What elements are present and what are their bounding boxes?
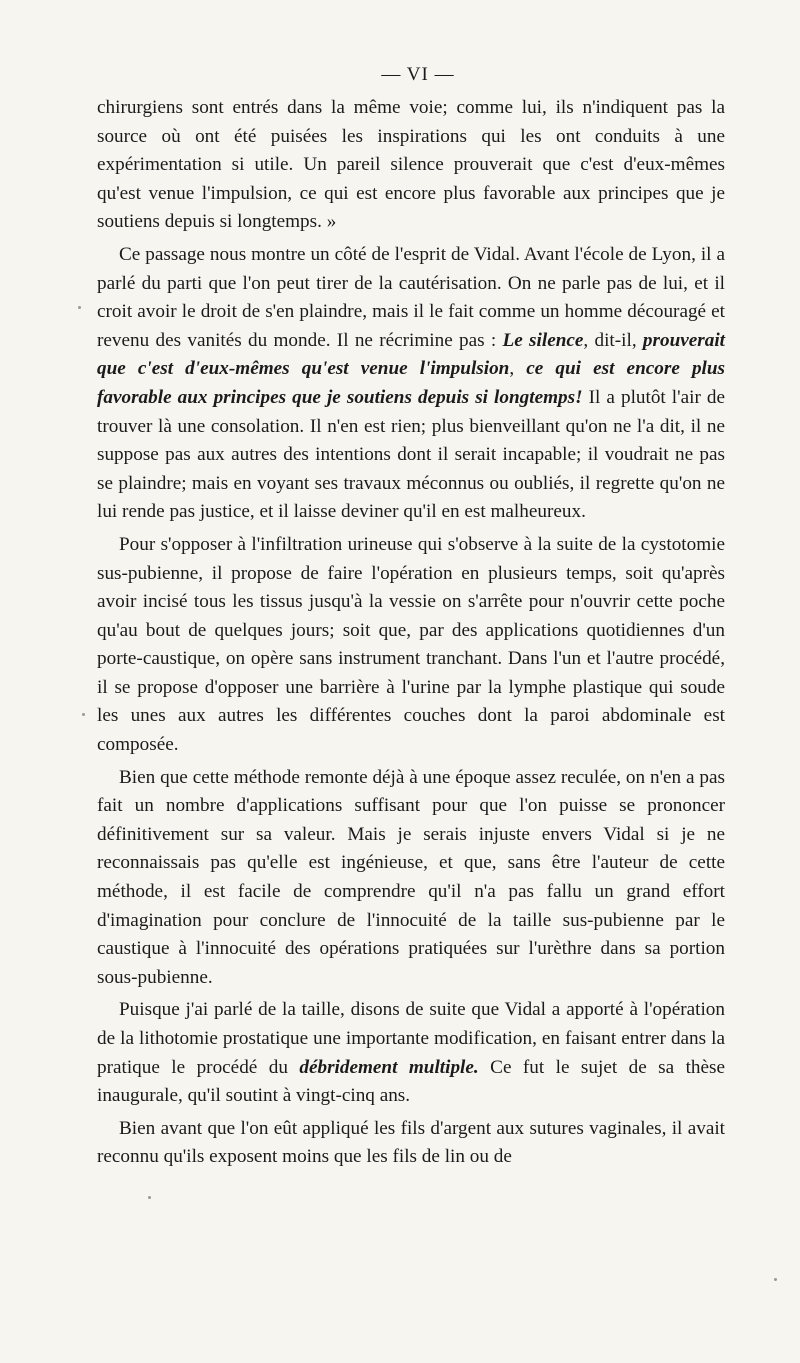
text-segment: , bbox=[509, 358, 527, 380]
paper-speck bbox=[78, 306, 81, 309]
body-text bbox=[97, 94, 725, 1172]
paper-speck bbox=[774, 1278, 777, 1281]
italic-text-segment: Le silence bbox=[502, 329, 584, 351]
text-segment: Puisque j'ai parlé de la taille, disons de suite que Vidal a apporté à l'opération de la lithotomie prostatique une importante modification, en faisant entrer dans la pratique le procédé du bbox=[97, 999, 725, 1078]
text-segment: chirurgiens sont entrés dans la même voie; comme lui, ils n'indiquent pas la source où ont été puisées les inspirations qui les ont conduits à une expérimentation si utile. Un pareil silence prouverait que c'est d'eux-mêmes qu'est venue l'impulsion, ce qui est encore plus favorable aux principes que je soutiens depuis si longtemps. » bbox=[97, 97, 725, 233]
text-segment: Pour s'opposer à l'infiltration urineuse qui s'observe à la suite de la cystotomie sus-pubienne, il propose de faire l'opération en plusieurs temps, soit qu'après avoir incisé tous les tissus jusqu'à la vessie on s'arrête pour n'ouvrir cette poche qu'au bout de quelques jours; soit que, par des applications quotidiennes d'un porte-caustique, on opère sans instrument tranchant. Dans l'un et l'autre procédé, il se propose d'opposer une barrière à l'urine par la lymphe plastique qui soude les unes aux autres les différentes couches dont la paroi abdominale est composée. bbox=[97, 533, 725, 756]
paragraph bbox=[97, 1115, 725, 1172]
text-segment: Ce fut le sujet de sa thèse inaugurale, qu'il soutint à vingt-cinq ans. bbox=[97, 1056, 725, 1107]
text-segment: Il a plutôt l'air de trouver là une consolation. Il n'en est rien; plus bienveillant qu'on ne l'a dit, il ne suppose pas aux autres des intentions dont il serait incapable; il voudrait ne pas se plaindre; mais en voyant ses travaux méconnus ou oubliés, il regrette qu'on ne lui rende pas justice, et il laisse deviner qu'il en est malheureux. bbox=[97, 386, 726, 523]
text-segment: , dit-il, bbox=[583, 329, 643, 351]
paragraph bbox=[97, 94, 725, 237]
paragraph bbox=[97, 531, 725, 760]
text-segment: Bien avant que l'on eût appliqué les fils d'argent aux sutures vaginales, il avait reconnu qu'ils exposent moins que les fils de lin ou de bbox=[97, 1117, 725, 1168]
italic-text-segment: débridement multiple. bbox=[299, 1056, 479, 1078]
page-number: — VI — bbox=[381, 64, 455, 85]
italic-text-segment: prouverait que c'est d'eux-mêmes qu'est venue l'impulsion bbox=[97, 329, 726, 380]
text-segment: Bien que cette méthode remonte déjà à une époque assez reculée, on n'en a pas fait un nombre d'applications suffisant pour que l'on puisse se prononcer définitivement sur sa valeur. Mais je serais injuste envers Vidal si je ne reconnaissais pas qu'elle est ingénieuse, et que, sans être l'auteur de cette méthode, il est facile de comprendre qu'il n'a pas fallu un grand effort d'imagination pour conclure de l'innocuité de la taille sus-pubienne par le caustique à l'innocuité des opérations pratiquées sur l'urèthre dans sa portion sous-pubienne. bbox=[97, 766, 725, 988]
book-page bbox=[97, 64, 725, 1176]
paragraph bbox=[97, 764, 725, 993]
text-segment: Ce passage nous montre un côté de l'esprit de Vidal. Avant l'école de Lyon, il a parlé du parti que l'on peut tirer de la cautérisation. On ne parle pas de lui, et il croit avoir le droit de s'en plaindre, mais il le fait comme un homme découragé et revenu des vanités du monde. Il ne récrimine pas : bbox=[97, 243, 725, 351]
italic-text-segment: ce qui est encore plus favorable aux principes que je soutiens depuis si longtemps! bbox=[97, 358, 726, 408]
paragraph bbox=[97, 996, 725, 1110]
paper-speck bbox=[82, 713, 85, 716]
paper-speck bbox=[148, 1196, 151, 1199]
paragraph bbox=[97, 241, 725, 527]
